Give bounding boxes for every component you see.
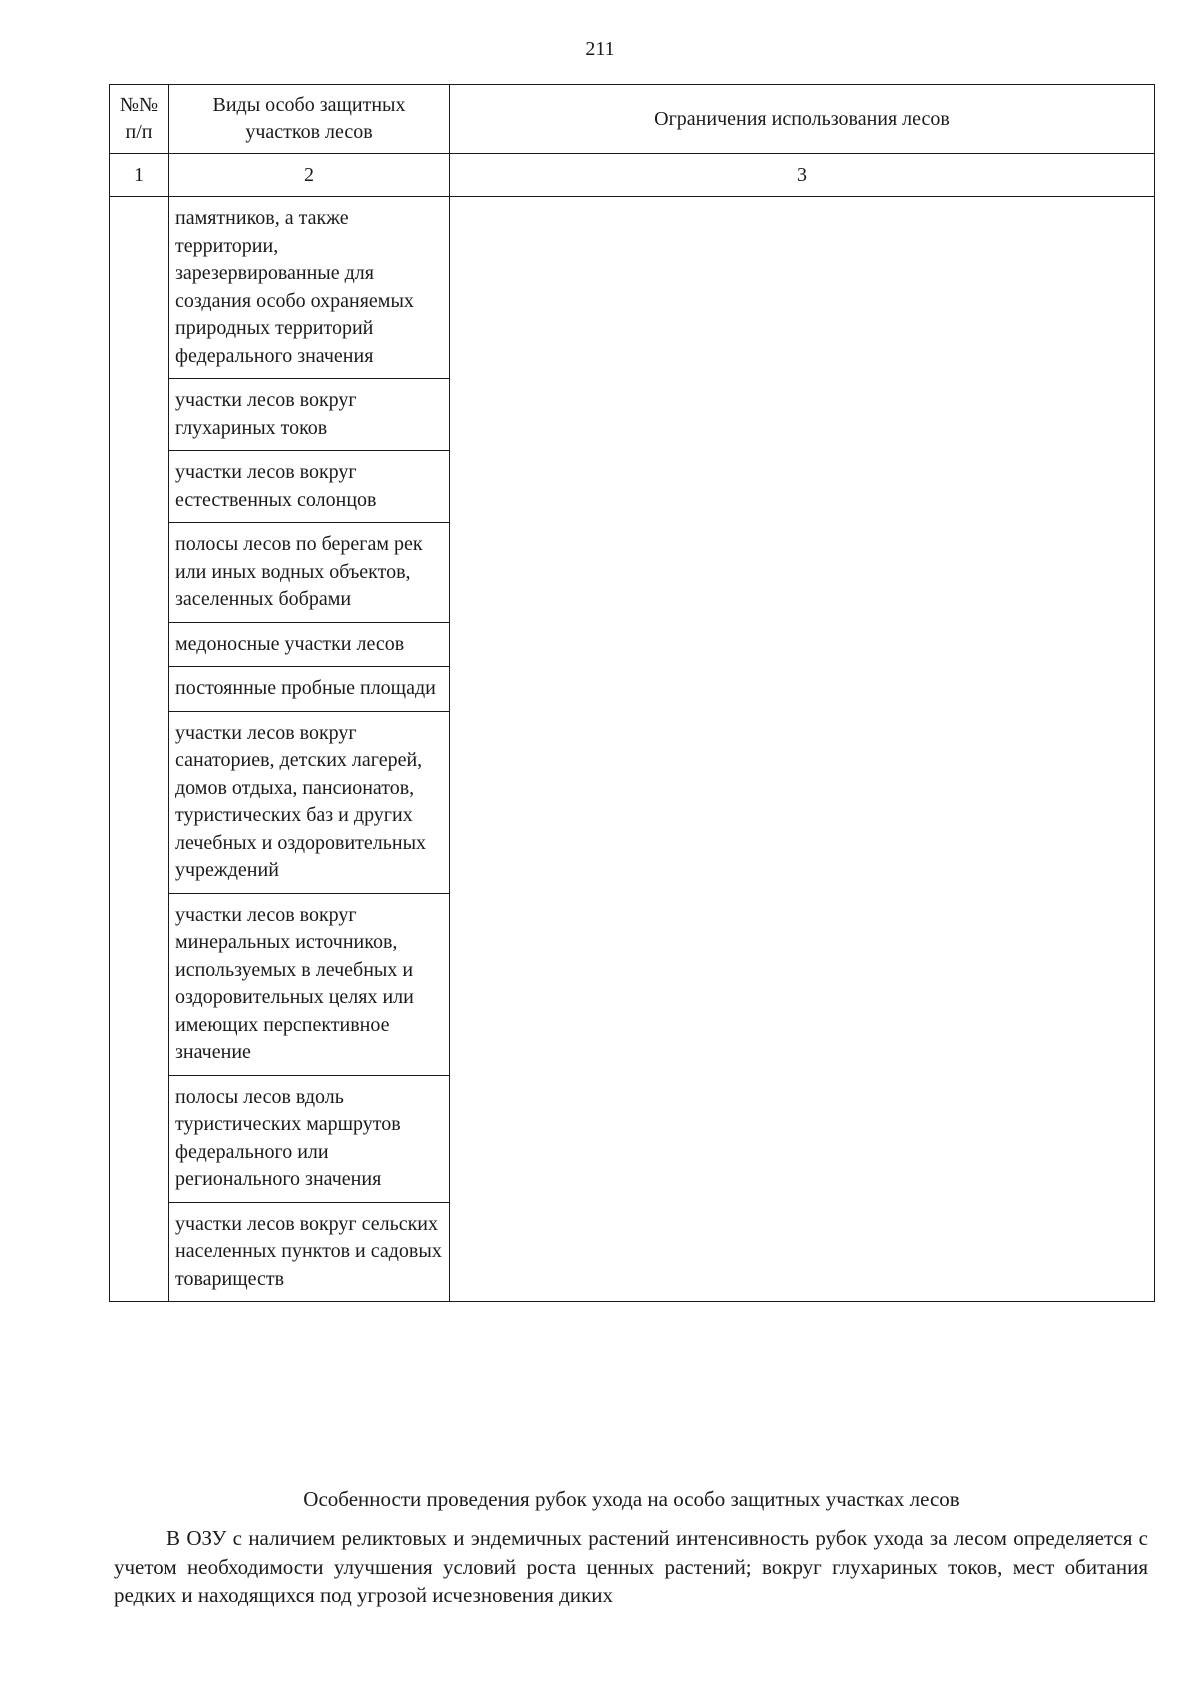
page-number: 211 xyxy=(585,38,615,60)
number-cell xyxy=(110,893,169,1075)
restrictions-cell xyxy=(450,379,1155,451)
area-kind-cell: участки лесов вокруг минеральных источников, используемых в лечебных и оздоровительных целях или имеющих перспективное значение xyxy=(169,893,450,1075)
restrictions-cell xyxy=(450,1075,1155,1202)
restrictions-cell xyxy=(450,893,1155,1075)
protective-forest-areas-table xyxy=(109,84,1155,1302)
restrictions-cell xyxy=(450,711,1155,893)
table-body xyxy=(110,197,1155,1302)
body-paragraph: В ОЗУ с наличием реликтовых и эндемичных растений интенсивность рубок ухода за лесом определяется с учетом необходимости улучшения условий роста ценных растений; вокруг глухариных токов, мест обитания редких и находящихся под угрозой исчезновения диких xyxy=(114,1526,1148,1607)
section-heading: Особенности проведения рубок ухода на особо защитных участках лесов xyxy=(303,1487,960,1511)
area-kind-cell: полосы лесов по берегам рек или иных водных объектов, заселенных бобрами xyxy=(169,523,450,623)
area-kind-cell: медоносные участки лесов xyxy=(169,622,450,667)
table-row xyxy=(110,893,1155,1075)
restrictions-cell xyxy=(450,197,1155,379)
area-kind-cell: полосы лесов вдоль туристических маршрутов федерального или регионального значения xyxy=(169,1075,450,1202)
column-number: 1 xyxy=(110,154,169,197)
table-row xyxy=(110,711,1155,893)
number-cell xyxy=(110,622,169,667)
area-kind-cell: памятников, а также территории, зарезервированные для создания особо охраняемых природных территорий федерального значения xyxy=(169,197,450,379)
number-cell xyxy=(110,711,169,893)
table-row xyxy=(110,197,1155,379)
restrictions-cell xyxy=(450,451,1155,523)
table-row xyxy=(110,667,1155,712)
restrictions-cell xyxy=(450,523,1155,623)
table-row xyxy=(110,523,1155,623)
number-cell xyxy=(110,667,169,712)
number-cell xyxy=(110,379,169,451)
table-row xyxy=(110,622,1155,667)
column-number: 2 xyxy=(169,154,450,197)
table-row xyxy=(110,1075,1155,1202)
number-cell xyxy=(110,523,169,623)
number-cell xyxy=(110,1202,169,1302)
table-row xyxy=(110,451,1155,523)
table-row xyxy=(110,379,1155,451)
area-kind-cell: постоянные пробные площади xyxy=(169,667,450,712)
area-kind-cell: участки лесов вокруг сельских населенных пунктов и садовых товариществ xyxy=(169,1202,450,1302)
table-header-row xyxy=(110,85,1155,154)
restrictions-cell xyxy=(450,622,1155,667)
number-cell xyxy=(110,197,169,379)
header-number: №№ п/п xyxy=(110,85,169,154)
header-area-kind: Виды особо защитных участков лесов xyxy=(169,85,450,154)
area-kind-cell: участки лесов вокруг глухариных токов xyxy=(169,379,450,451)
area-kind-cell: участки лесов вокруг санаториев, детских лагерей, домов отдыха, пансионатов, туристических баз и других лечебных и оздоровительных учреждений xyxy=(169,711,450,893)
restrictions-cell xyxy=(450,1202,1155,1302)
table-row xyxy=(110,1202,1155,1302)
number-cell xyxy=(110,451,169,523)
area-kind-cell: участки лесов вокруг естественных солонцов xyxy=(169,451,450,523)
column-number-row xyxy=(110,154,1155,197)
column-number: 3 xyxy=(450,154,1155,197)
header-restrictions: Ограничения использования лесов xyxy=(450,85,1155,154)
restrictions-cell xyxy=(450,667,1155,712)
number-cell xyxy=(110,1075,169,1202)
